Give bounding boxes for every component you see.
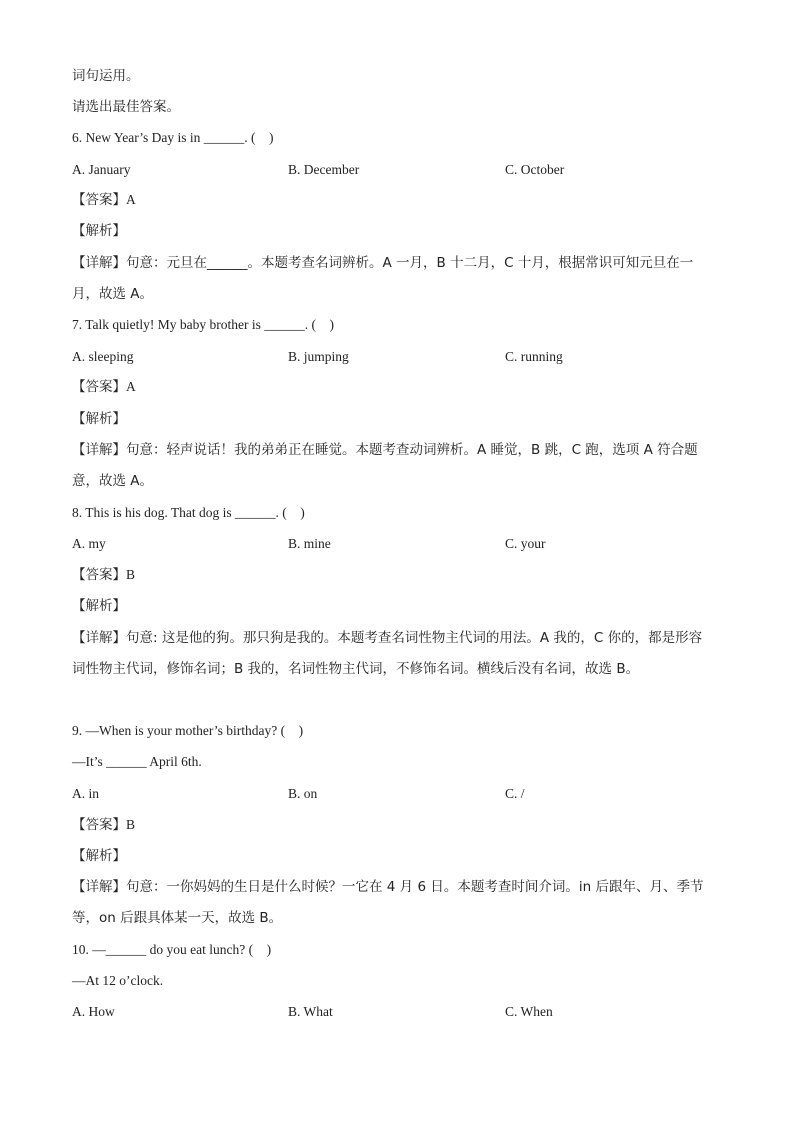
answer-label: 【答案】 xyxy=(72,567,126,583)
question-7-option-c: C. running xyxy=(505,349,563,364)
question-10-stem: 10. —______ do you eat lunch? ( ) xyxy=(72,942,272,957)
question-6-detail-line-2: 月，故选 A。 xyxy=(72,286,154,302)
answer-value: A xyxy=(126,379,136,394)
answer-label: 【答案】 xyxy=(72,817,126,833)
answer-value: B xyxy=(126,567,136,582)
question-9-option-c: C. / xyxy=(505,786,525,801)
answer-label: 【答案】 xyxy=(72,379,126,395)
question-10-stem-response: —At 12 o’clock. xyxy=(72,973,164,988)
question-10-option-a: A. How xyxy=(72,1004,115,1019)
question-6-answer xyxy=(72,190,136,210)
question-6-detail-line-1 xyxy=(72,253,693,273)
answer-label: 【答案】 xyxy=(72,192,126,208)
question-7-stem: 7. Talk quietly! My baby brother is ______. ( ) xyxy=(72,317,335,332)
answer-value: B xyxy=(126,817,136,832)
question-6-option-c: C. October xyxy=(505,162,565,177)
question-9-option-b: B. on xyxy=(288,786,318,801)
detail-text: 句意：轻声说话！我的弟弟正在睡觉。本题考查动词辨析。A 睡觉，B 跳，C 跑，选项 A 符合题 xyxy=(126,442,698,458)
question-8-option-c: C. your xyxy=(505,536,546,551)
detail-text: 句意：元旦在______。本题考查名词辨析。A 一月，B 十二月，C 十月，根据常识可知元旦在一 xyxy=(126,255,694,271)
question-8-detail-line-1 xyxy=(72,628,702,648)
detail-label: 【详解】 xyxy=(72,442,126,458)
question-9-analysis-label: 【解析】 xyxy=(72,848,126,864)
detail-text: 句意: 这是他的狗。那只狗是我的。本题考查名词性物主代词的用法。A 我的，C 你的，都是形容 xyxy=(126,630,703,646)
question-9-detail-line-1 xyxy=(72,877,703,897)
question-9-stem-response: —It’s ______ April 6th. xyxy=(72,754,202,769)
question-10-option-b: B. What xyxy=(288,1004,333,1019)
question-7-option-b: B. jumping xyxy=(288,349,349,364)
question-8-analysis-label: 【解析】 xyxy=(72,598,126,614)
question-8-detail-line-2: 词性物主代词，修饰名词；B 我的，名词性物主代词，不修饰名词。横线后没有名词，故选 B。 xyxy=(72,661,640,677)
question-6-option-a: A. January xyxy=(72,162,131,177)
section-instruction: 请选出最佳答案。 xyxy=(72,99,180,115)
question-9-stem: 9. —When is your mother’s birthday? ( ) xyxy=(72,723,304,738)
question-8-stem: 8. This is his dog. That dog is ______. ( ) xyxy=(72,505,305,520)
answer-value: A xyxy=(126,192,136,207)
question-9-detail-line-2: 等，on 后跟具体某一天，故选 B。 xyxy=(72,910,283,926)
question-7-analysis-label: 【解析】 xyxy=(72,411,126,427)
question-6-analysis-label: 【解析】 xyxy=(72,223,126,239)
detail-label: 【详解】 xyxy=(72,630,126,646)
question-6-stem: 6. New Year’s Day is in ______. ( ) xyxy=(72,130,274,145)
detail-label: 【详解】 xyxy=(72,879,126,895)
question-8-answer xyxy=(72,565,135,585)
question-6-option-b: B. December xyxy=(288,162,360,177)
detail-label: 【详解】 xyxy=(72,255,126,271)
question-7-detail-line-1 xyxy=(72,440,698,460)
question-7-detail-line-2: 意，故选 A。 xyxy=(72,473,154,489)
question-8-option-a: A. my xyxy=(72,536,106,551)
question-7-answer xyxy=(72,377,136,397)
question-9-option-a: A. in xyxy=(72,786,99,801)
section-heading: 词句运用。 xyxy=(72,68,140,84)
question-10-option-c: C. When xyxy=(505,1004,553,1019)
detail-text: 句意：一你妈妈的生日是什么时候？一它在 4 月 6 日。本题考查时间介词。in 后跟年、月、季节 xyxy=(126,879,704,895)
question-8-option-b: B. mine xyxy=(288,536,331,551)
question-7-option-a: A. sleeping xyxy=(72,349,134,364)
question-9-answer xyxy=(72,815,135,835)
